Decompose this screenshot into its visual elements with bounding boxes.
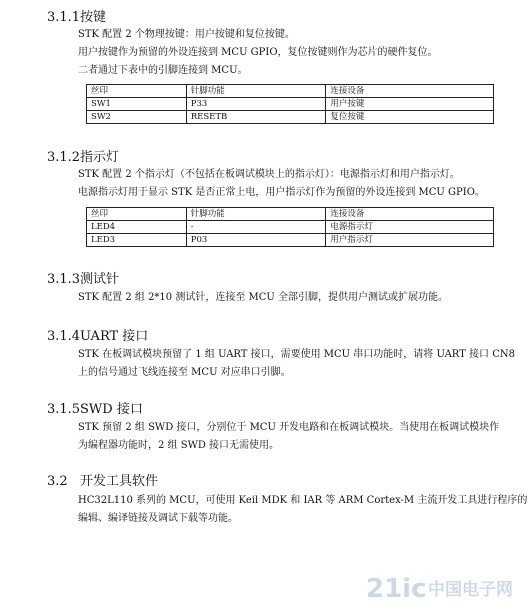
table-header-cell: 连接设备 bbox=[326, 85, 494, 98]
text-line: STK 在板调试模块预留了 1 组 UART 接口，需要使用 MCU 串口功能时，请将 UART 接口 CN8 bbox=[78, 349, 515, 360]
table-cell: LED3 bbox=[87, 234, 187, 247]
section-number: 3.1.5 bbox=[47, 402, 81, 417]
pin-table-buttons bbox=[86, 84, 494, 124]
section-heading-3-2 bbox=[47, 474, 158, 490]
text-line: STK 配置 2 个指示灯（不包括在板调试模块上的指示灯）：电源指示灯和用户指示灯。 bbox=[78, 169, 460, 180]
text-line: 为编程器功能时，2 组 SWD 接口无需使用。 bbox=[78, 440, 280, 451]
pin-table-leds bbox=[86, 207, 494, 247]
text-line: 用户按键作为预留的外设连接到 MCU GPIO，复位按键则作为芯片的硬件复位。 bbox=[78, 47, 438, 58]
table-row bbox=[87, 234, 494, 247]
table-cell: SW1 bbox=[87, 98, 187, 111]
section-title: 指示灯 bbox=[80, 150, 120, 165]
table-cell: LED4 bbox=[87, 221, 187, 234]
section-paragraph bbox=[78, 346, 515, 382]
text-line: 编辑、编译链接及调试下载等功能。 bbox=[78, 513, 238, 524]
table-cell: P33 bbox=[186, 98, 326, 111]
table-cell: 电源指示灯 bbox=[326, 221, 494, 234]
table-row bbox=[87, 221, 494, 234]
section-number: 3.2 bbox=[47, 474, 68, 489]
section-heading-3-1-3 bbox=[47, 272, 119, 288]
table-row bbox=[87, 111, 494, 124]
table-cell: - bbox=[186, 221, 326, 234]
section-heading-3-1-5 bbox=[47, 402, 143, 418]
section-title: 按键 bbox=[80, 10, 107, 25]
section-heading-3-1-1 bbox=[47, 10, 106, 26]
section-number: 3.1.4 bbox=[47, 329, 81, 344]
table-cell: 用户指示灯 bbox=[326, 234, 494, 247]
section-paragraph bbox=[78, 419, 498, 455]
section-paragraph bbox=[78, 492, 528, 528]
section-title: 开发工具软件 bbox=[80, 474, 159, 489]
text-line: STK 预留 2 组 SWD 接口，分别位于 MCU 开发电路和在板调试模块。当使用在板调试模块作 bbox=[78, 422, 500, 433]
table-cell: SW2 bbox=[87, 111, 187, 124]
table-header-cell: 针脚功能 bbox=[186, 85, 326, 98]
table-row bbox=[87, 98, 494, 111]
section-title: SWD 接口 bbox=[80, 402, 143, 417]
text-line: STK 配置 2 个物理按键：用户按键和复位按键。 bbox=[78, 29, 295, 40]
svg-text:21ic: 21ic bbox=[366, 574, 427, 604]
section-number: 3.1.3 bbox=[47, 272, 81, 287]
text-line: 电源指示灯用于显示 STK 是否正常上电，用户指示灯作为预留的外设连接到 MCU GPIO。 bbox=[78, 187, 485, 198]
section-heading-3-1-2 bbox=[47, 150, 119, 166]
table-header-cell: 丝印 bbox=[87, 85, 187, 98]
table-header-cell: 丝印 bbox=[87, 208, 187, 221]
watermark-logo bbox=[362, 567, 522, 607]
table-header-cell: 针脚功能 bbox=[186, 208, 326, 221]
section-paragraph bbox=[78, 289, 498, 307]
section-title: UART 接口 bbox=[80, 329, 149, 344]
section-number: 3.1.1 bbox=[47, 10, 81, 25]
section-heading-3-1-4 bbox=[47, 329, 148, 345]
table-cell: RESETB bbox=[186, 111, 326, 124]
section-title: 测试针 bbox=[80, 272, 120, 287]
section-paragraph bbox=[78, 166, 498, 202]
table-cell: P03 bbox=[186, 234, 326, 247]
table-cell: 用户按键 bbox=[326, 98, 494, 111]
table-header-cell: 连接设备 bbox=[326, 208, 494, 221]
svg-text:中国电子网: 中国电子网 bbox=[428, 580, 513, 600]
table-header-row bbox=[87, 208, 494, 221]
table-cell: 复位按键 bbox=[326, 111, 494, 124]
text-line: HC32L110 系列的 MCU，可使用 Keil MDK 和 IAR 等 ARM Cortex-M 主流开发工具进行程序的 bbox=[78, 495, 528, 506]
text-line: STK 配置 2 组 2*10 测试针，连接至 MCU 全部引脚，提供用户测试或扩展功能。 bbox=[78, 292, 449, 303]
section-paragraph bbox=[78, 26, 498, 80]
table-header-row bbox=[87, 85, 494, 98]
text-line: 二者通过下表中的引脚连接到 MCU。 bbox=[78, 65, 248, 76]
section-number: 3.1.2 bbox=[47, 150, 81, 165]
text-line: 上的信号通过飞线连接至 MCU 对应串口引脚。 bbox=[78, 367, 291, 378]
